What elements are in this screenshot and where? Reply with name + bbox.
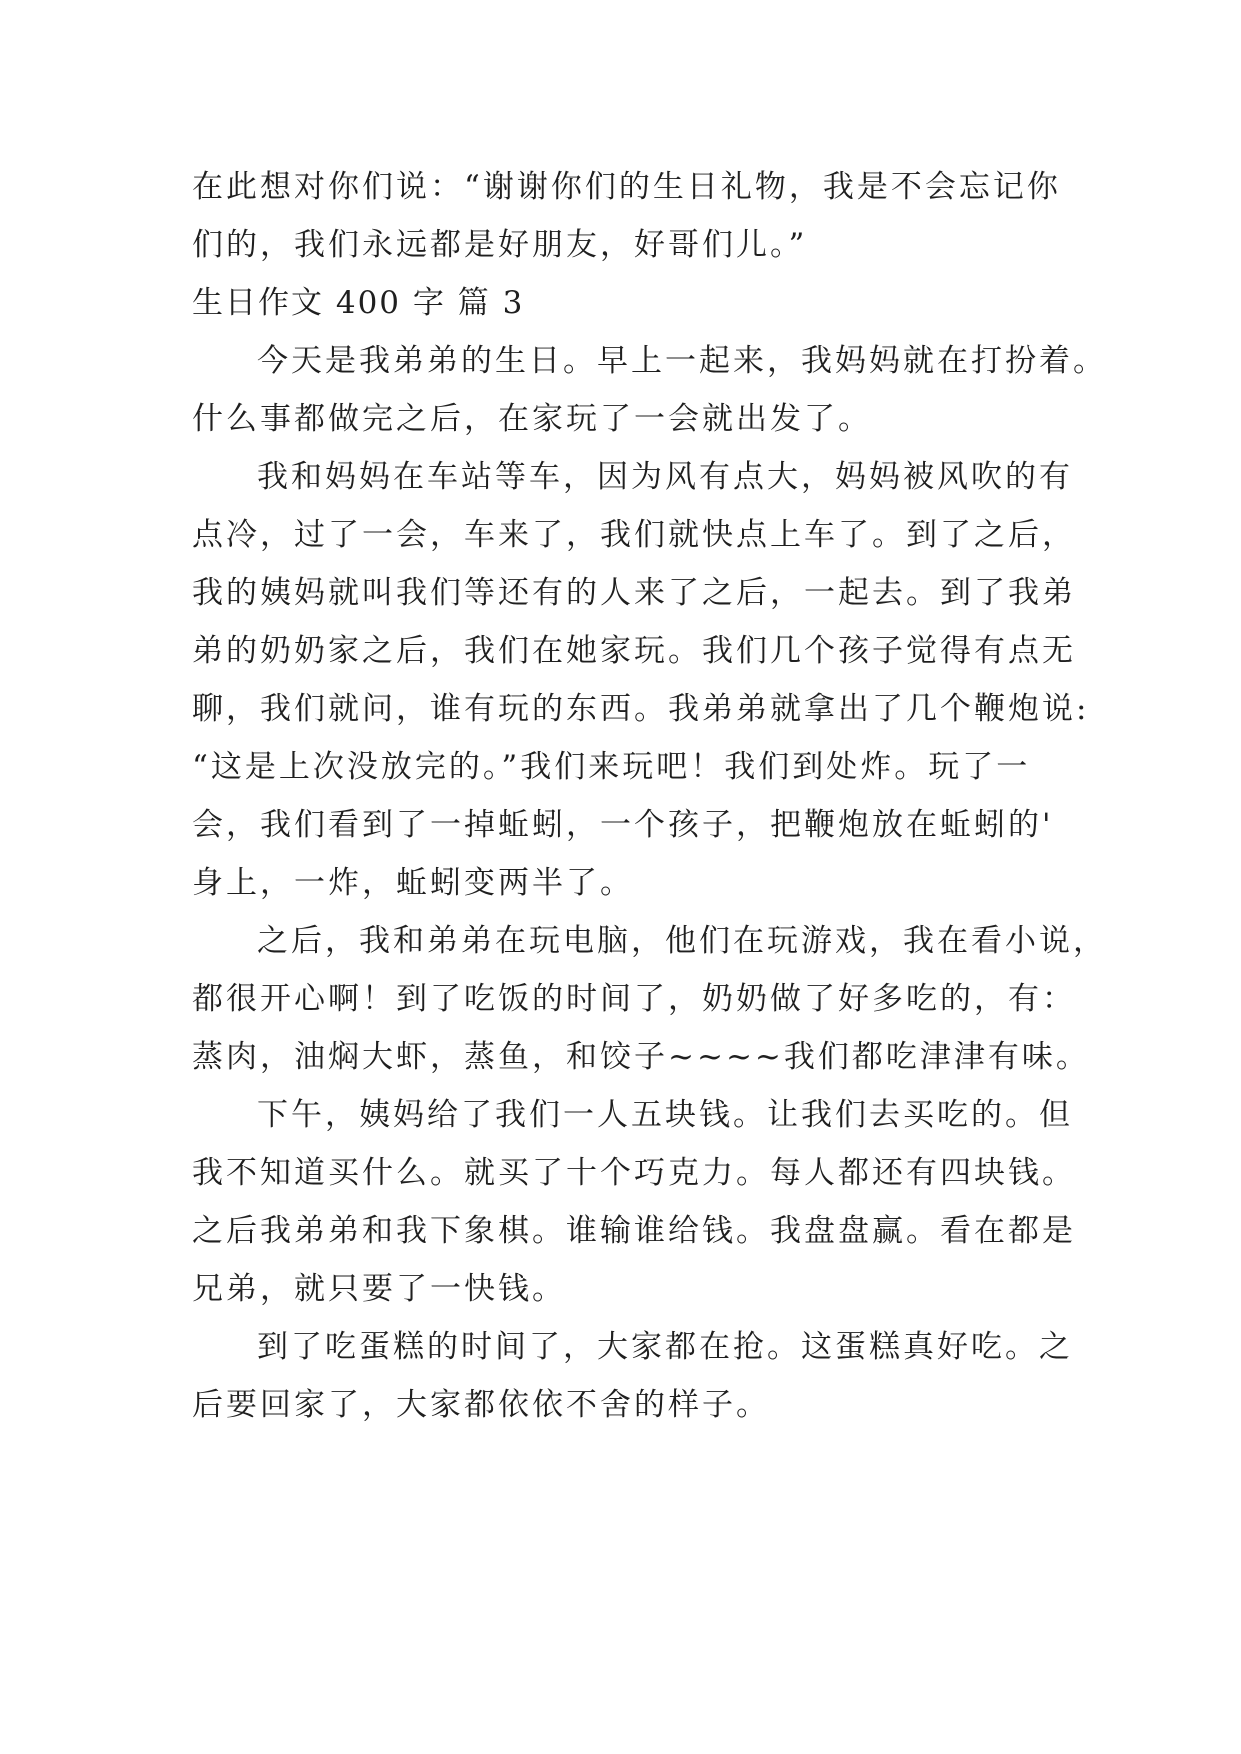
- paragraph-first-line: 之后，我和弟弟在玩电脑，他们在玩游戏，我在看小说，: [257, 923, 1107, 959]
- text-line: 蒸肉，油焖大虾，蒸鱼，和饺子~~~~我们都吃津津有味。: [192, 1039, 1090, 1075]
- text-line: 什么事都做完之后，在家玩了一会就出发了。: [192, 401, 872, 437]
- text-line: 在此想对你们说：“谢谢你们的生日礼物，我是不会忘记你: [192, 169, 1061, 205]
- text-line: 我不知道买什么。就买了十个巧克力。每人都还有四块钱。: [192, 1155, 1076, 1191]
- section-heading: 生日作文 400 字 篇 3: [192, 285, 525, 321]
- document-body: [192, 158, 1107, 1434]
- text-line: 会，我们看到了一掉蚯蚓，一个孩子，把鞭炮放在蚯蚓的': [192, 807, 1054, 843]
- text-line: 之后我弟弟和我下象棋。谁输谁给钱。我盘盘赢。看在都是: [192, 1213, 1076, 1249]
- paragraph-first-line: 下午，姨妈给了我们一人五块钱。让我们去买吃的。但: [257, 1097, 1073, 1133]
- text-line: 都很开心啊！到了吃饭的时间了，奶奶做了好多吃的，有：: [192, 981, 1076, 1017]
- text-line: 们的，我们永远都是好朋友，好哥们儿。”: [192, 227, 808, 263]
- text-line: 弟的奶奶家之后，我们在她家玩。我们几个孩子觉得有点无: [192, 633, 1076, 669]
- paragraph-first-line: 今天是我弟弟的生日。早上一起来，我妈妈就在打扮着。: [257, 343, 1107, 379]
- text-line: 后要回家了，大家都依依不舍的样子。: [192, 1387, 770, 1423]
- text-line: “这是上次没放完的。”我们来玩吧！我们到处炸。玩了一: [192, 749, 1031, 785]
- paragraph-first-line: 到了吃蛋糕的时间了，大家都在抢。这蛋糕真好吃。之: [257, 1329, 1073, 1365]
- text-line: 点冷，过了一会，车来了，我们就快点上车了。到了之后，: [192, 517, 1076, 553]
- text-line: 我的姨妈就叫我们等还有的人来了之后，一起去。到了我弟: [192, 575, 1076, 611]
- text-line: 兄弟，就只要了一快钱。: [192, 1271, 566, 1307]
- text-line: 聊，我们就问，谁有玩的东西。我弟弟就拿出了几个鞭炮说:: [192, 691, 1090, 727]
- text-line: 身上，一炸，蚯蚓变两半了。: [192, 865, 634, 901]
- paragraph-first-line: 我和妈妈在车站等车，因为风有点大，妈妈被风吹的有: [257, 459, 1073, 495]
